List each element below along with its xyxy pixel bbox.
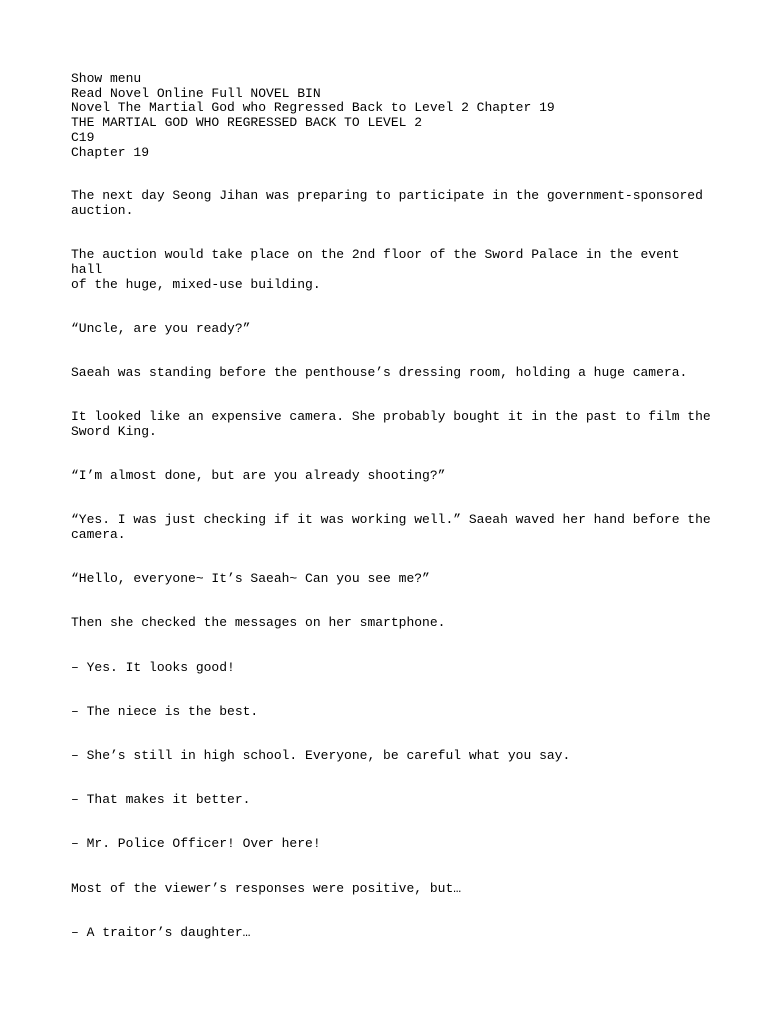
paragraph: The auction would take place on the 2nd floor of the Sword Palace in the event hall of the huge, mixed-use building. bbox=[71, 247, 680, 292]
paragraph: – A traitor’s daughter… bbox=[71, 924, 251, 940]
breadcrumb[interactable]: Novel The Martial God who Regressed Back to Level 2 Chapter 19 bbox=[71, 100, 555, 116]
paragraph: The next day Seong Jihan was preparing to participate in the government-sponsored auction. bbox=[71, 188, 703, 218]
paragraph: – Mr. Police Officer! Over here! bbox=[71, 836, 321, 852]
site-title-link[interactable]: Read Novel Online Full NOVEL BIN bbox=[71, 85, 321, 101]
chapter-code: C19 bbox=[71, 129, 95, 145]
paragraph: Then she checked the messages on her smartphone. bbox=[71, 615, 446, 631]
page-header bbox=[71, 72, 711, 160]
paragraph: “Hello, everyone~ It’s Saeah~ Can you see me?” bbox=[71, 571, 430, 587]
paragraph: “I’m almost done, but are you already shooting?” bbox=[71, 468, 446, 484]
paragraph: “Yes. I was just checking if it was working well.” Saeah waved her hand before the camera. bbox=[71, 512, 711, 542]
chapter-content bbox=[71, 189, 711, 940]
show-menu-link[interactable]: Show menu bbox=[71, 71, 142, 86]
paragraph: It looked like an expensive camera. She probably bought it in the past to film the Sword King. bbox=[71, 409, 711, 439]
paragraph: – That makes it better. bbox=[71, 792, 251, 808]
paragraph: “Uncle, are you ready?” bbox=[71, 320, 251, 336]
paragraph: Saeah was standing before the penthouse’s dressing room, holding a huge camera. bbox=[71, 364, 688, 380]
paragraph: – The niece is the best. bbox=[71, 703, 259, 719]
paragraph: – Yes. It looks good! bbox=[71, 659, 235, 675]
novel-title: THE MARTIAL GOD WHO REGRESSED BACK TO LEVEL 2 bbox=[71, 115, 423, 131]
paragraph: Most of the viewer’s responses were positive, but… bbox=[71, 880, 462, 896]
chapter-title: Chapter 19 bbox=[71, 144, 150, 160]
paragraph: – She’s still in high school. Everyone, be careful what you say. bbox=[71, 747, 571, 763]
